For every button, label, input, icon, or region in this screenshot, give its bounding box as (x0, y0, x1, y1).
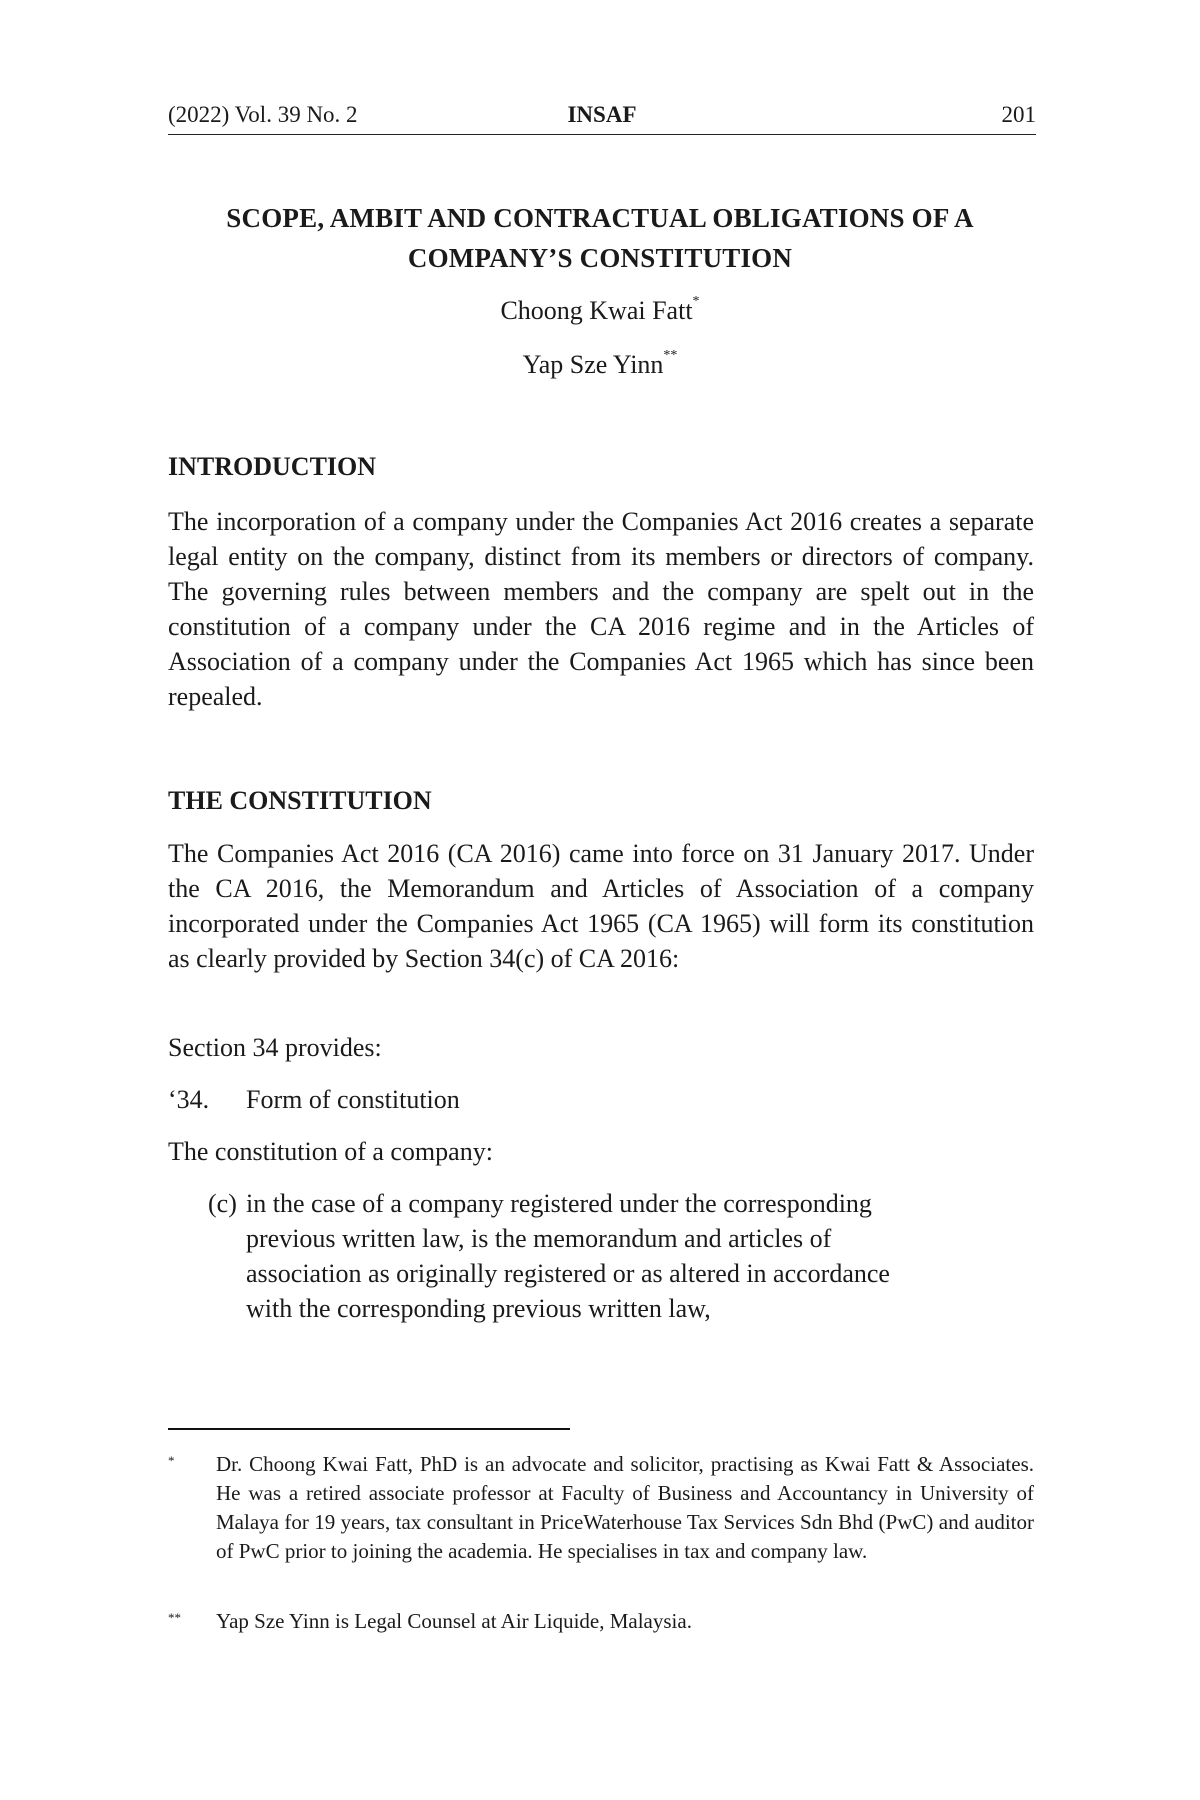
article-title (140, 198, 1060, 278)
author-name: Choong Kwai Fatt (500, 296, 693, 325)
title-line-1: SCOPE, AMBIT AND CONTRACTUAL OBLIGATIONS OF A (226, 203, 974, 233)
clause-lead-line: The constitution of a company: (168, 1137, 493, 1166)
section-34-heading (168, 1082, 460, 1117)
section-number: ‘34. (168, 1085, 210, 1114)
section-title: Form of constitution (246, 1085, 460, 1114)
journal-name: INSAF (567, 102, 637, 127)
author-2 (140, 350, 1060, 380)
footnote-text: Dr. Choong Kwai Fatt, PhD is an advocate and solicitor, practising as Kwai Fatt & Associates. He was a retired associate professor at Faculty of Business and Accountancy in University of Malaya for 19 years, tax consultant in PriceWaterhouse Tax Services Sdn Bhd (PwC) and auditor of PwC prior to joining the academia. He specialises in tax and company law. (216, 1452, 1034, 1563)
footnote-mark: * (168, 1453, 175, 1468)
footnote-marker: * (692, 294, 700, 309)
clause-line: previous written law, is the memorandum and articles of (246, 1224, 832, 1253)
author-1 (140, 296, 1060, 326)
clause-line: with the corresponding previous written law, (246, 1294, 711, 1323)
footnote-text: Yap Sze Yinn is Legal Counsel at Air Liquide, Malaysia. (216, 1609, 692, 1633)
title-line-2: COMPANY’S CONSTITUTION (407, 243, 793, 273)
footnote-separator (168, 1428, 570, 1430)
footnote-2 (168, 1607, 1034, 1636)
clause-line: association as originally registered or as altered in accordance (246, 1259, 890, 1288)
footnote-marker: ** (663, 348, 678, 363)
page-number: 201 (1001, 102, 1036, 127)
clause-line: in the case of a company registered under the corresponding (246, 1189, 872, 1218)
clause-marker: (c) (208, 1189, 237, 1218)
section-heading-introduction: INTRODUCTION (168, 452, 377, 481)
quoted-clause-c (208, 1186, 1008, 1326)
footnote-1 (168, 1450, 1034, 1566)
section-provides-line: Section 34 provides: (168, 1033, 382, 1062)
journal-volume: (2022) Vol. 39 No. 2 (168, 102, 358, 127)
constitution-paragraph: The Companies Act 2016 (CA 2016) came into force on 31 January 2017. Under the CA 2016, the Memorandum and Articles of Association of a company incorporated under the Companies Act 1965 (CA 1965) will form its constitution as clearly provided by Section 34(c) of CA 2016: (168, 839, 1034, 973)
author-name: Yap Sze Yinn (522, 350, 664, 379)
running-header (168, 100, 1036, 135)
footnote-mark: ** (168, 1610, 181, 1625)
section-heading-constitution: THE CONSTITUTION (168, 786, 432, 815)
introduction-paragraph: The incorporation of a company under the Companies Act 2016 creates a separate legal entity on the company, distinct from its members or directors of company. The governing rules between members and the company are spelt out in the constitution of a company under the CA 2016 regime and in the Articles of Association of a company under the Companies Act 1965 which has since been repealed. (168, 507, 1034, 711)
